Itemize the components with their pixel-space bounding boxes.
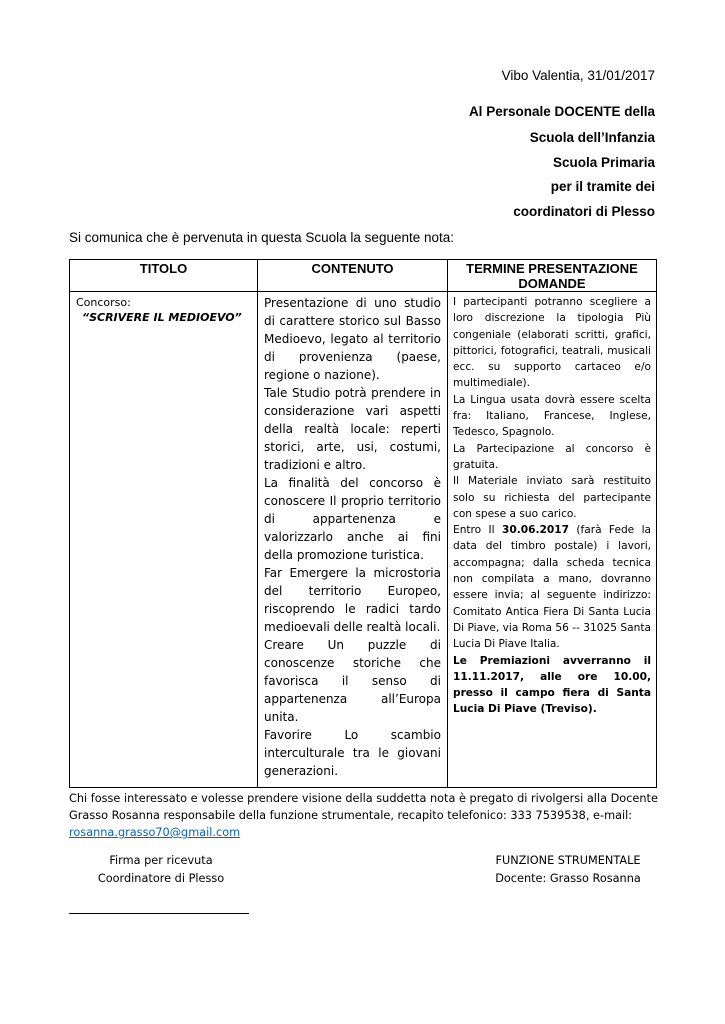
content-paragraph: Tale Studio potrà prendere in considerazione vari aspetti della realtà locale: reperti storici, arte, usi, costumi, tradizioni e altro.	[264, 386, 441, 472]
header-termine: TERMINE PRESENTAZIONE DOMANDE	[448, 260, 657, 292]
content-paragraph: Far Emergere la microstoria del territorio Europeo, riscoprendo le radici tardo medioevali delle realtà locali.	[264, 566, 441, 634]
terms-paragraph: I partecipanti potranno scegliere a loro discrezione la tipologia Più congeniale (elaborati scritti, grafici, pittorici, fotografici, teatrali, musicali ecc. su supporto cartaceo e/o multimediale).	[453, 296, 651, 390]
content-paragraph: Favorire Lo scambio interculturale tra le giovani generazioni.	[264, 728, 441, 778]
footer-text: Chi fosse interessato e volesse prendere visione della suddetta nota è pregato di rivolgersi alla Docente Grasso Rosanna responsabile della funzione strumentale, recapito telefonico: 333 7539538, e-mail:	[69, 792, 658, 822]
recipient-line-5: coordinatori di Plesso	[513, 204, 655, 219]
contest-title: “SCRIVERE IL MEDIOEVO”	[82, 311, 242, 324]
signature-receipt-line-1: Firma per ricevuta	[109, 854, 213, 867]
awards-paragraph: Le Premiazioni avverranno il 11.11.2017, alle ore 10.00, presso il campo fiera di Santa Lucia Di Piave (Treviso).	[453, 654, 651, 716]
deadline-details: (farà Fede la data del timbro postale) i lavori, accompagna; dalla scheda tecnica non compilata a mano, dovranno essere invia; al seguente indirizzo: Comitato Antica Fiera Di Santa Lucia Di Piave, via Roma 56 -- 31025 Santa Lucia Di Piave Italia.	[453, 524, 652, 651]
cell-termine	[448, 292, 657, 788]
footer-note	[69, 790, 659, 841]
content-paragraph: La finalità del concorso è conoscere Il proprio territorio di appartenenza e valorizzarlo anche ai fini della promozione turistica.	[264, 476, 441, 562]
terms-paragraph: La Lingua usata dovrà essere scelta fra: Italiano, Francese, Inglese, Tedesco, Spagnolo.	[453, 393, 651, 439]
header-contenuto: CONTENUTO	[258, 260, 448, 292]
cell-contenuto	[258, 292, 448, 788]
recipient-line-3: Scuola Primaria	[552, 155, 655, 170]
recipient-line-2: Scuola dell’Infanzia	[529, 130, 655, 145]
signature-sender-line-1: FUNZIONE STRUMENTALE	[495, 854, 641, 867]
deadline-prefix: Entro Il	[453, 524, 502, 537]
cell-titolo	[70, 292, 258, 788]
signature-receipt-line-2: Coordinatore di Plesso	[97, 872, 225, 885]
signature-sender-line-2: Docente: Grasso Rosanna	[495, 872, 641, 885]
signature-line	[69, 913, 249, 914]
notice-table	[69, 259, 657, 788]
email-link[interactable]: rosanna.grasso70@gmail.com	[69, 826, 241, 839]
table-row	[70, 292, 657, 788]
header-titolo: TITOLO	[70, 260, 258, 292]
signature-receipt	[86, 852, 236, 888]
recipient-line-4: per il tramite dei	[550, 179, 655, 194]
deadline-date: 30.06.2017	[501, 524, 569, 537]
terms-paragraph-deadline	[453, 522, 651, 652]
terms-paragraph: Il Materiale inviato sarà restituito solo su richiesta del partecipante con spese a suo carico.	[453, 475, 651, 520]
table-header-row	[70, 260, 657, 292]
intro-text: Si comunica che è pervenuta in questa Scuola la seguente nota:	[69, 230, 455, 245]
content-paragraph: Presentazione di uno studio di carattere storico sul Basso Medioevo, legato al territorio di provenienza (paese, regione o nazione).	[264, 296, 441, 382]
terms-paragraph: La Partecipazione al concorso è gratuita.	[453, 442, 651, 471]
contest-label: Concorso:	[76, 296, 131, 309]
signature-sender	[478, 852, 658, 888]
recipient-line-1: Al Personale DOCENTE della	[468, 104, 655, 119]
letter-date: Vibo Valentia, 31/01/2017	[501, 68, 655, 83]
content-paragraph: Creare Un puzzle di conoscenze storiche che favorisca il senso di appartenenza all’Europa unita.	[264, 638, 441, 724]
